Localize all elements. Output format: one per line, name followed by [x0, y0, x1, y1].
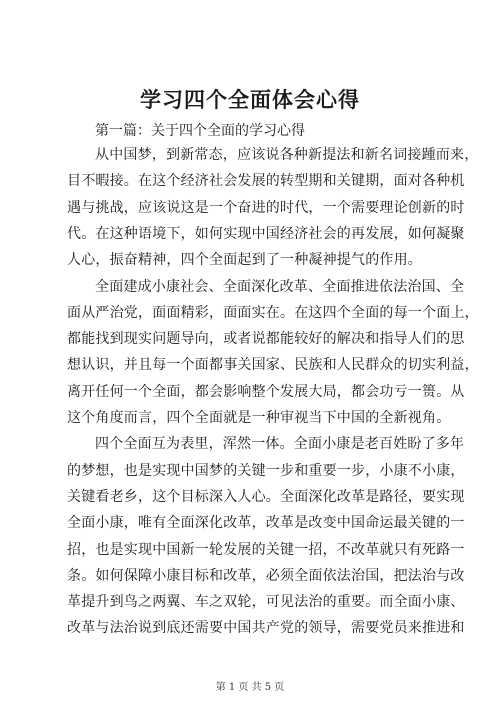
paragraph-line: 关键看老乡，这个目标深入人心。全面深化改革是路径，要实现: [67, 489, 465, 505]
paragraph-line: 的梦想，也是实现中国梦的关键一步和重要一步，小康不小康，: [67, 463, 465, 479]
paragraph-line: 改革与法治说到底还需要中国共产党的领导，需要党员来推进和: [67, 620, 465, 636]
paragraph-line: 目不暇接。在这个经济社会发展的转型期和关键期，面对各种机: [67, 173, 465, 189]
paragraph-line: 想认识，并且每一个面都事关国家、民族和人民群众的切实利益，: [67, 357, 479, 373]
paragraph-line: 遇与挑战，应该说这是一个奋进的时代，一个需要理论创新的时: [67, 200, 465, 216]
paragraph-first-line: 四个全面互为表里，浑然一体。全面小康是老百姓盼了多年: [95, 436, 465, 452]
paragraph-line: 代。在这种语境下，如何实现中国经济社会的再发展，如何凝聚: [67, 226, 465, 242]
paragraph-line: 离开任何一个全面，都会影响整个发展大局，都会功亏一篑。从: [67, 384, 465, 400]
paragraph-line: 招，也是实现中国新一轮发展的关键一招，不改革就只有死路一: [67, 542, 465, 558]
paragraph-line: 全面小康，唯有全面深化改革，改革是改变中国命运最关键的一: [67, 515, 465, 531]
page-footer: 第 1 页 共 5 页: [215, 682, 285, 693]
document-subtitle: 第一篇：关于四个全面的学习心得: [95, 123, 305, 139]
paragraph-first-line: 从中国梦，到新常态，应该说各种新提法和新名词接踵而来，: [95, 147, 479, 163]
paragraph-line: 革提升到鸟之两翼、车之双轮，可见法治的重要。而全面小康、: [67, 594, 465, 610]
paragraph-line: 这个角度而言，四个全面就是一种审视当下中国的全新视角。: [67, 410, 451, 426]
paragraph-line: 人心，振奋精神，四个全面起到了一种凝神提气的作用。: [67, 252, 422, 268]
paragraph-line: 条。如何保障小康目标和改革，必须全面依法治国，把法治与改: [67, 568, 465, 584]
document-title: 学习四个全面体会心得: [140, 87, 360, 112]
paragraph-first-line: 全面建成小康社会、全面深化改革、全面推进依法治国、全: [95, 279, 465, 295]
paragraph-line: 面从严治党，面面精彩，面面实在。在这四个全面的每一个面上，: [67, 305, 479, 321]
paragraph-line: 都能找到现实问题导向，或者说都能较好的解决和指导人们的思: [67, 331, 465, 347]
